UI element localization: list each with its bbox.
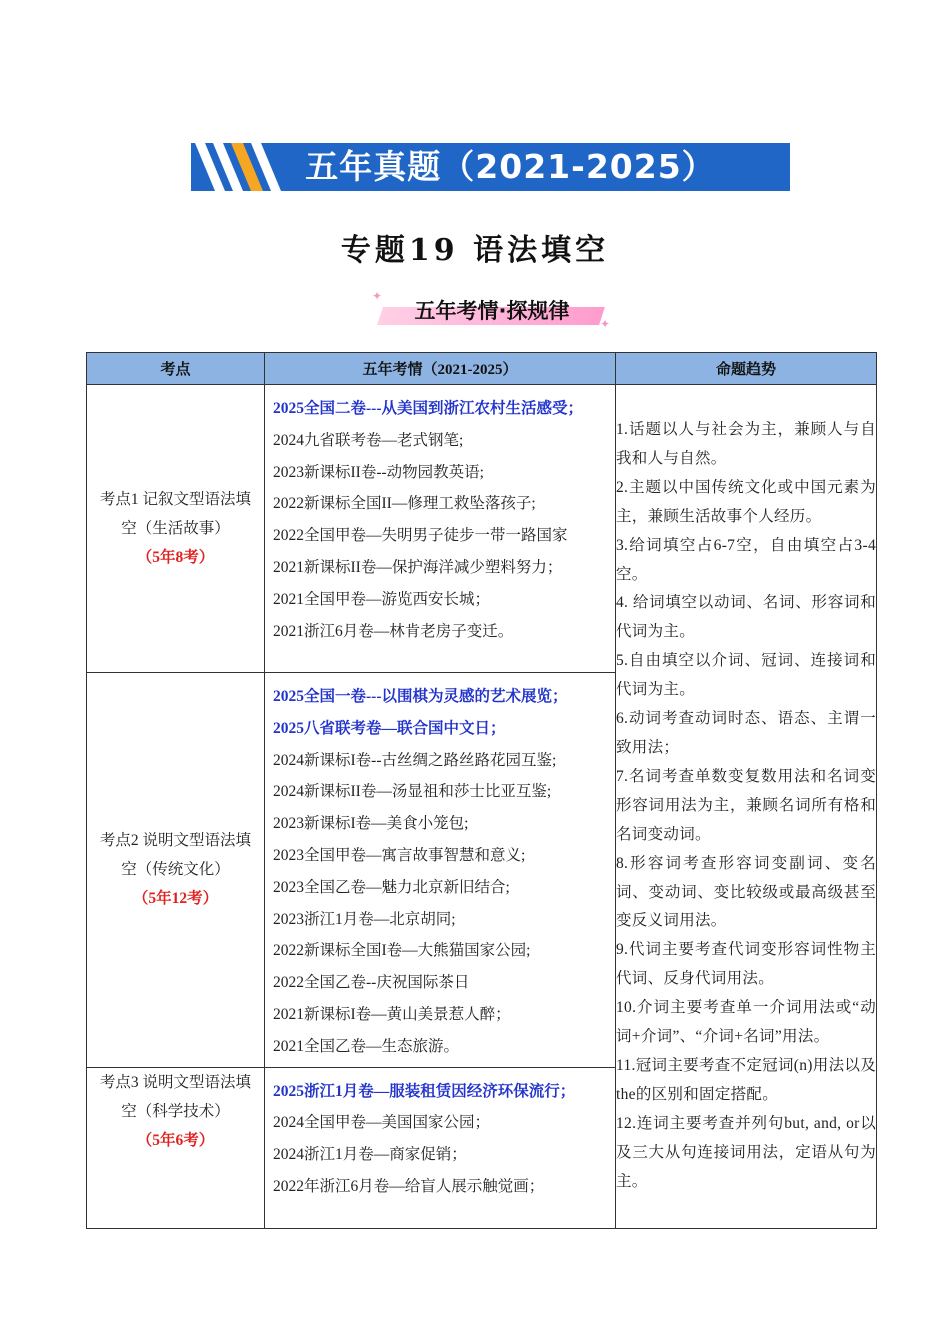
point-cell [87,385,265,673]
section-subtitle [372,289,612,331]
list-item: 2021全国乙卷—生态旅游。 [273,1037,460,1055]
trend-item: 10.介词主要考查单一介词用法或“动词+介词”、“介词+名词”用法。 [616,999,876,1046]
point-count: （5年12考） [132,890,219,908]
list-item: 2024浙江1月卷—商家促销； [273,1146,467,1164]
list-item: 2025八省联考卷—联合国中文日； [273,719,506,737]
subtitle-text: 五年考情·探规律 [414,299,570,323]
list-item: 2022全国乙卷--庆祝国际茶日 [273,974,470,992]
point-count: （5年8考） [136,549,215,566]
list-item: 2025全国二卷---从美国到浙江农村生活感受； [273,400,583,417]
list-item: 2023全国甲卷—寓言故事智慧和意义; [273,846,526,864]
trend-item: 9.代词主要考查代词变形容词性物主代词、反身代词用法。 [616,941,876,988]
table-header-row [87,353,877,385]
items-cell [265,385,616,673]
list-item: 2023全国乙卷—魅力北京新旧结合; [273,878,510,896]
point-count: （5年6考） [136,1131,215,1149]
header-cell: 五年考情（2021-2025） [265,353,616,385]
list-item: 2025全国一卷---以围棋为灵感的艺术展览； [273,688,568,705]
point-cell [87,673,265,1068]
list-item: 2023浙江1月卷—北京胡同; [273,910,456,928]
list-item: 2024新课标I卷--古丝绸之路丝路花园互鉴; [273,751,557,769]
page-title: 专题19 语法填空 [340,233,610,268]
list-item: 2025浙江1月卷—服装租赁因经济环保流行； [273,1082,576,1100]
list-item: 2024九省联考卷—老式钢笔; [273,431,464,449]
list-item: 2023新课标I卷—美食小笼包; [273,815,469,833]
exam-table [86,352,877,1229]
trend-item: 11.冠词主要考查不定冠词(n)用法以及the的区别和固定搭配。 [616,1056,876,1103]
list-item: 2022年浙江6月卷—给盲人展示触觉画； [273,1177,545,1195]
trend-item: 8.形容词考查形容词变副词、变名词、变动词、变比较级或最高级甚至变反义词用法。 [616,854,876,930]
sparkle-icon: ✦ [600,317,611,331]
list-item: 2021新课标I卷—黄山美景惹人醉； [273,1005,511,1023]
sparkle-icon: ✦ [372,289,383,303]
list-item: 2024新课标II卷—汤显祖和莎士比亚互鉴; [273,783,552,801]
trend-item: 3.给词填空占6-7空，自由填空占3-4空。 [616,536,876,583]
point-label: 考点1 记叙文型语法填空（生活故事） [99,491,252,537]
list-item: 2021新课标II卷—保护海洋减少塑料努力； [273,558,563,576]
trend-cell [616,385,877,1229]
table-row [87,385,877,673]
trend-item: 1.话题以人与社会为主，兼顾人与自我和人与自然。 [616,421,876,467]
list-item: 2021浙江6月卷—林肯老房子变迁。 [273,622,514,640]
point-label: 考点2 说明文型语法填空（传统文化） [99,832,252,879]
list-item: 2023新课标II卷--动物园教英语; [273,463,484,481]
items-cell [265,1067,616,1228]
items-cell [265,673,616,1068]
header-cell: 考点 [87,353,265,385]
list-item: 2021全国甲卷—游览西安长城； [273,590,491,608]
trend-item: 12.连词主要考查并列句but, and, or以及三大从句连接词用法，定语从句为主。 [616,1114,876,1190]
trend-item: 6.动词考查动词时态、语态、主谓一致用法； [616,710,876,757]
list-item: 2022新课标全国I卷—大熊猫国家公园; [273,942,531,960]
trend-item: 4. 给词填空以动词、名词、形容词和代词为主。 [616,594,876,641]
point-label: 考点3 说明文型语法填空（科学技术） [99,1073,252,1120]
point-cell [87,1067,265,1228]
banner-text: 五年真题（2021-2025） [305,147,716,186]
header-cell: 命题趋势 [616,353,877,385]
list-item: 2022新课标全国II—修理工救坠落孩子; [273,495,536,513]
title-banner [191,143,790,191]
trend-item: 2.主题以中国传统文化或中国元素为主，兼顾生活故事个人经历。 [616,478,876,525]
trend-item: 5.自由填空以介词、冠词、连接词和代词为主。 [616,652,876,699]
list-item: 2024全国甲卷—美国国家公园； [273,1114,491,1132]
list-item: 2022全国甲卷—失明男子徒步一带一路国家 [273,527,568,545]
trend-item: 7.名词考查单数变复数用法和名词变形容词用法为主，兼顾名词所有格和名词变动词。 [616,767,876,843]
